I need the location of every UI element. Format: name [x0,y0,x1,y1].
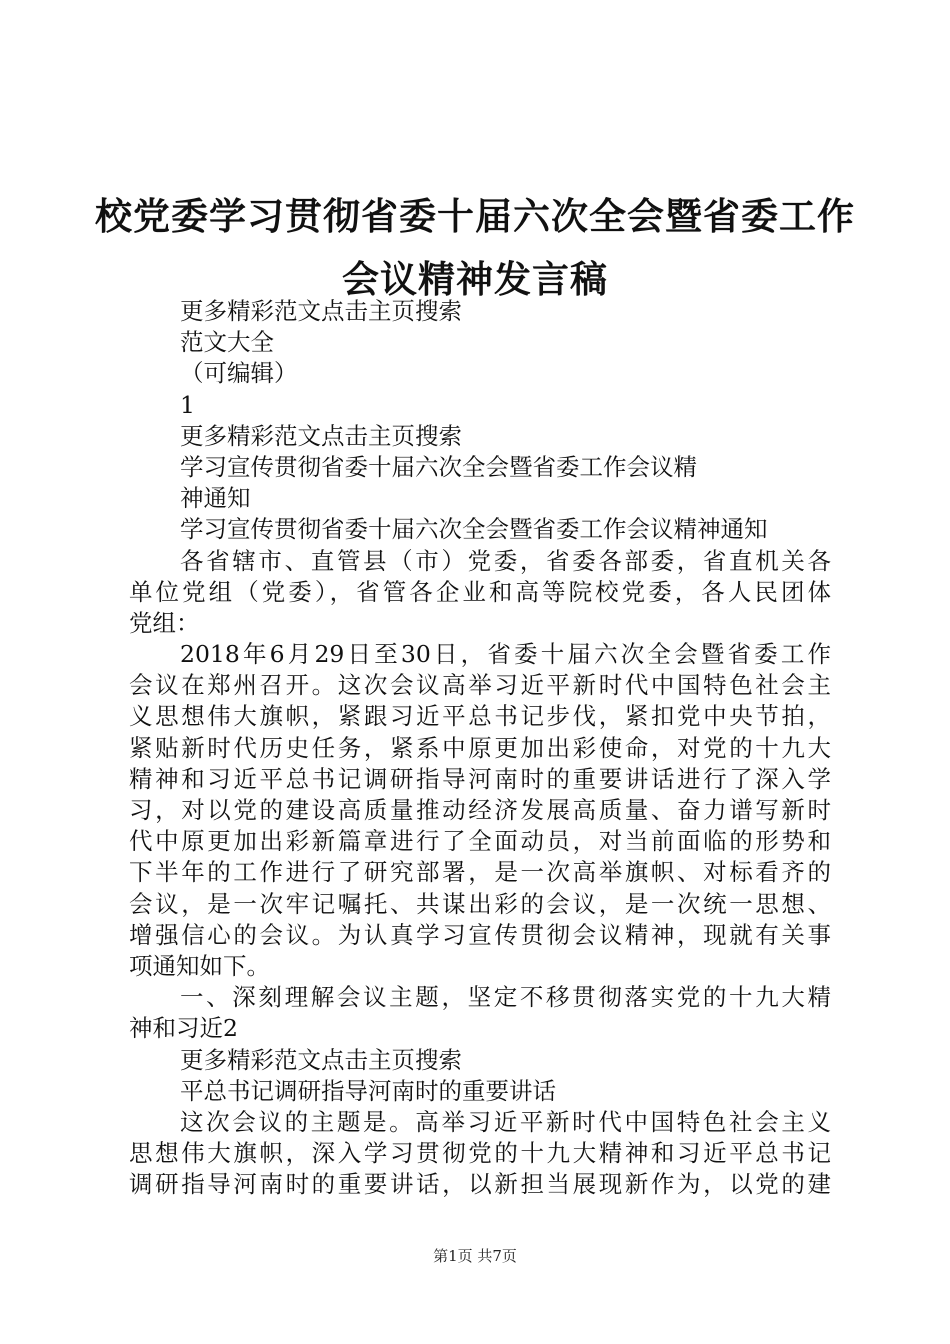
body-text-line: 学习宣传贯彻省委十届六次全会暨省委工作会议精 [180,452,697,481]
body-text-line: 1 [180,390,195,419]
body-text-line: 单位党组（党委），省管各企业和高等院校党委，各人民团体 [129,577,831,606]
body-text-line: 神通知 [180,484,251,513]
body-text-line: 紧贴新时代历史任务，紧系中原更加出彩使命，对党的十九大 [129,733,831,762]
body-text-line: 更多精彩范文点击主页搜索 [180,1045,462,1074]
body-text-line: 会议在郑州召开。这次会议高举习近平新时代中国特色社会主 [129,671,831,700]
body-text-line: 义思想伟大旗帜，紧跟习近平总书记步伐，紧扣党中央节拍， [129,702,831,731]
body-text-line: 神和习近2 [129,1014,238,1043]
body-text-line: 增强信心的会议。为认真学习宣传贯彻会议精神，现就有关事 [129,920,831,949]
body-text-line: 思想伟大旗帜，深入学习贯彻党的十九大精神和习近平总书记 [129,1139,831,1168]
body-text-line: （可编辑） [180,359,298,388]
body-text-line: 平总书记调研指导河南时的重要讲话 [180,1076,556,1105]
page-footer: 第1页 共7页 [433,1247,517,1265]
body-text-line: 一、深刻理解会议主题，坚定不移贯彻落实党的十九大精 [180,983,831,1012]
body-text-line: 2018年6月29日至30日，省委十届六次全会暨省委工作 [180,640,831,669]
body-text-line: 更多精彩范文点击主页搜索 [180,421,462,450]
body-text-line: 会议，是一次牢记嘱托、共谋出彩的会议，是一次统一思想、 [129,889,831,918]
body-text-line: 范文大全 [180,328,274,357]
body-text-line: 代中原更加出彩新篇章进行了全面动员，对当前面临的形势和 [129,827,831,856]
body-text-line: 精神和习近平总书记调研指导河南时的重要讲话进行了深入学 [129,764,831,793]
body-text-line: 项通知如下。 [129,951,270,980]
body-text-line: 调研指导河南时的重要讲话，以新担当展现新作为，以党的建 [129,1170,831,1199]
document-body [129,296,831,1200]
body-text-line: 习，对以党的建设高质量推动经济发展高质量、奋力谱写新时 [129,796,831,824]
body-text-line: 这次会议的主题是。高举习近平新时代中国特色社会主义 [180,1107,831,1136]
body-text-line: 下半年的工作进行了研究部署，是一次高举旗帜、对标看齐的 [129,858,831,887]
document-title-line-1: 校党委学习贯彻省委十届六次全会暨省委工作 [95,195,855,238]
body-text-line: 党组： [129,608,200,637]
body-text-line: 更多精彩范文点击主页搜索 [180,297,462,325]
body-text-line: 学习宣传贯彻省委十届六次全会暨省委工作会议精神通知 [180,515,768,544]
document-title-line-2: 会议精神发言稿 [342,258,608,301]
body-text-line: 各省辖市、直管县（市）党委，省委各部委，省直机关各 [180,546,831,575]
